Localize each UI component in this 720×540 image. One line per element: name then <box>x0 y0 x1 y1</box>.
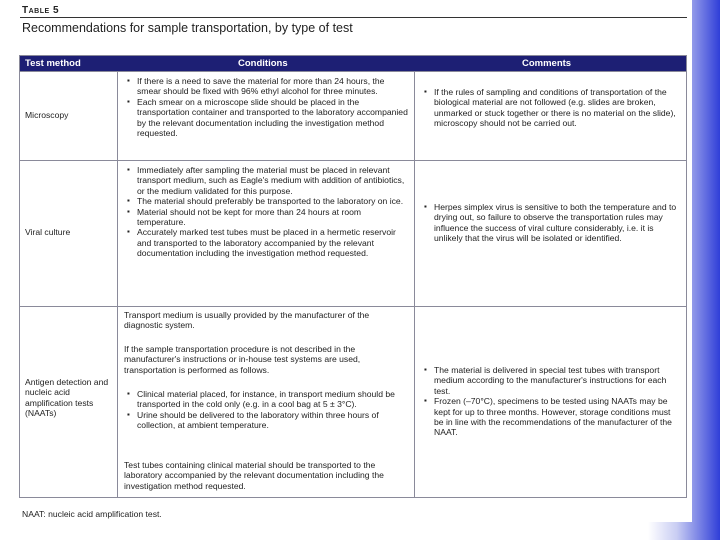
condition-item: ▪ Urine should be delivered to the laboratory within three hours of collection, at ambient temperature. <box>124 410 409 431</box>
conditions-cell <box>117 307 415 498</box>
condition-item: ▪ Each smear on a microscope slide should be placed in the transportation container and transported to the laboratory accompanied by the relevant documentation including the investigation method requested. <box>124 97 409 139</box>
recommendations-table <box>19 55 687 498</box>
condition-item: ▪ Accurately marked test tubes must be placed in a hermetic reservoir and transported to the laboratory accompanied by the relevant documentation including the investigation method requested. <box>124 227 409 258</box>
conditions-list <box>124 389 409 431</box>
conditions-intro: If the sample transportation procedure is not described in the manufacturer's instructions or in-house test systems are used, transportation is performed as follows. <box>124 344 361 375</box>
condition-item: ▪ Immediately after sampling the material must be placed in relevant transport medium, such as Eagle's medium with addition of antibiotics, or the medium validated for this purpose. <box>124 165 409 196</box>
comments-cell <box>414 161 686 306</box>
header-conditions: Conditions <box>238 58 288 69</box>
conditions-list <box>124 76 409 138</box>
conditions-outro: Test tubes containing clinical material should be transported to the laboratory accompanied by the relevant documentation including the investigation method requested. <box>124 460 384 491</box>
header-test-method: Test method <box>25 58 81 69</box>
method-name: Microscopy <box>25 110 69 120</box>
comments-cell <box>414 72 686 160</box>
method-name: Antigen detection and nucleic acid amplification tests (NAATs) <box>25 377 109 419</box>
method-cell <box>20 307 118 498</box>
comments-list <box>421 87 680 129</box>
table-footnote: NAAT: nucleic acid amplification test. <box>22 509 162 519</box>
table-label: Table 5 <box>22 5 60 16</box>
source-caption: Fonte: http://www.eurosurveillance.org/ViewArticle.aspx?ArticleId=19703 <box>316 524 586 534</box>
conditions-intro: Transport medium is usually provided by the manufacturer of the diagnostic system. <box>124 310 370 331</box>
header-comments: Comments <box>522 58 572 69</box>
condition-item: ▪ If there is a need to save the material for more than 24 hours, the smear should be fixed with 96% ethyl alcohol for three minutes. <box>124 76 409 97</box>
condition-item: ▪ Material should not be kept for more than 24 hours at room temperature. <box>124 207 409 228</box>
table-row <box>20 160 686 306</box>
condition-item: ▪ Clinical material placed, for instance, in transport medium should be transported in the cold only (e.g. in a cool bag at 5 ± 3°C). <box>124 389 409 410</box>
method-cell <box>20 161 118 306</box>
table-row <box>20 306 686 498</box>
table-title: Recommendations for sample transportation, by type of test <box>22 21 353 35</box>
comment-item: ▪ If the rules of sampling and conditions of transportation of the biological material are not followed (e.g. slides are broken, unmarked or stuck together or there is no material on the slide), microscopy should not be carried out. <box>421 87 680 129</box>
comment-item: ▪ Herpes simplex virus is sensitive to both the temperature and to drying out, so failure to observe the transportation rules may influence the success of viral culture considerably, i.e. it is unlikely that the virus will be isolated or identified. <box>421 202 680 244</box>
comment-item: ▪ The material is delivered in special test tubes with transport medium according to the manufacturer's instructions for each test. <box>421 365 680 396</box>
conditions-cell <box>117 72 415 160</box>
conditions-list <box>124 165 409 259</box>
method-name: Viral culture <box>25 227 71 237</box>
table-header <box>20 56 686 71</box>
comments-cell <box>414 307 686 498</box>
method-cell <box>20 72 118 160</box>
comments-list <box>421 365 680 438</box>
comment-item: ▪ Frozen (–70°C), specimens to be tested using NAATs may be kept for up to three months. However, storage conditions must be in line with the recommendations of the manufacturer of the NAAT. <box>421 396 680 438</box>
condition-item: ▪ The material should preferably be transported to the laboratory on ice. <box>124 196 409 206</box>
title-rule <box>20 17 687 18</box>
conditions-cell <box>117 161 415 306</box>
table-row <box>20 71 686 160</box>
comments-list <box>421 202 680 244</box>
